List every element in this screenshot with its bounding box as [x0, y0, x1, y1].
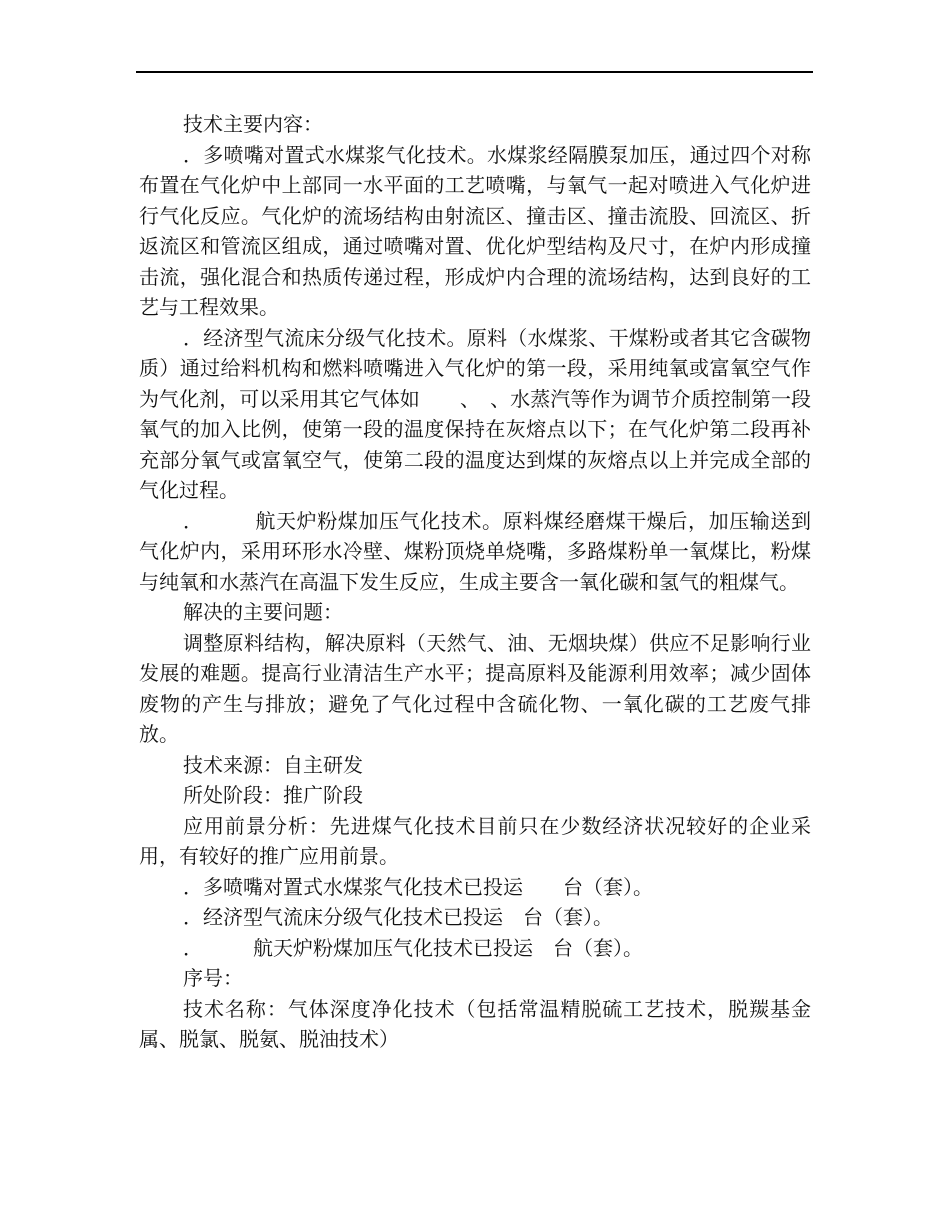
paragraph-staged-gasification: ．经济型气流床分级气化技术。原料（水煤浆、干煤粉或者其它含碳物质）通过给料机构和燃料喷嘴进入气化炉的第一段，采用纯氧或富氧空气作为气化剂，可以采用其它气体如 、 、水蒸汽等作为调节介质控制第一段氧气的加入比例，使第一段的温度保持在灰熔点以下；在气化炉第二段再补充部分氧气或富氧空气，使第二段的温度达到煤的灰熔点以上并完成全部的气化过程。 [139, 325, 811, 502]
serial-number-label: 序号： [183, 966, 243, 990]
deployment-staged: ．经济型气流床分级气化技术已投运 台（套）。 [183, 905, 613, 929]
paragraph-problems-solved: 调整原料结构，解决原料（天然气、油、无烟块煤）供应不足影响行业发展的难题。提高行业清洁生产水平；提高原料及能源利用效率；减少固体废物的产生与排放；避免了气化过程中含硫化物、一氧化碳的工艺废气排放。 [139, 630, 811, 746]
header-rule [136, 71, 813, 73]
section-heading-main-content: 技术主要内容： [183, 112, 323, 136]
development-stage: 所处阶段：推广阶段 [183, 783, 363, 807]
deployment-aerospace: ． 航天炉粉煤加压气化技术已投运 台（套）。 [183, 935, 643, 960]
technology-source: 技术来源：自主研发 [183, 752, 363, 777]
section-heading-problems-solved: 解决的主要问题： [183, 600, 343, 624]
paragraph-multi-nozzle-gasification: ．多喷嘴对置式水煤浆气化技术。水煤浆经隔膜泵加压，通过四个对称布置在气化炉中上部同一水平面的工艺喷嘴，与氧气一起对喷进入气化炉进行气化反应。气化炉的流场结构由射流区、撞击区、撞击流股、回流区、折返流区和管流区组成，通过喷嘴对置、优化炉型结构及尺寸，在炉内形成撞击流，强化混合和热质传递过程，形成炉内合理的流场结构，达到良好的工艺与工程效果。 [139, 142, 811, 319]
application-prospect: 应用前景分析：先进煤气化技术目前只在少数经济状况较好的企业采用，有较好的推广应用前景。 [139, 813, 811, 868]
deployment-multi-nozzle: ．多喷嘴对置式水煤浆气化技术已投运 台（套）。 [183, 874, 653, 899]
document-body [139, 109, 811, 1055]
technology-name: 技术名称：气体深度净化技术（包括常温精脱硫工艺技术，脱羰基金属、脱氯、脱氨、脱油技术） [139, 996, 811, 1051]
paragraph-aerospace-furnace: ． 航天炉粉煤加压气化技术。原料煤经磨煤干燥后，加压输送到气化炉内，采用环形水冷壁、煤粉顶烧单烧嘴，多路煤粉单一氧煤比，粉煤与纯氧和水蒸汽在高温下发生反应，生成主要含一氧化碳和氢气的粗煤气。 [139, 508, 811, 594]
